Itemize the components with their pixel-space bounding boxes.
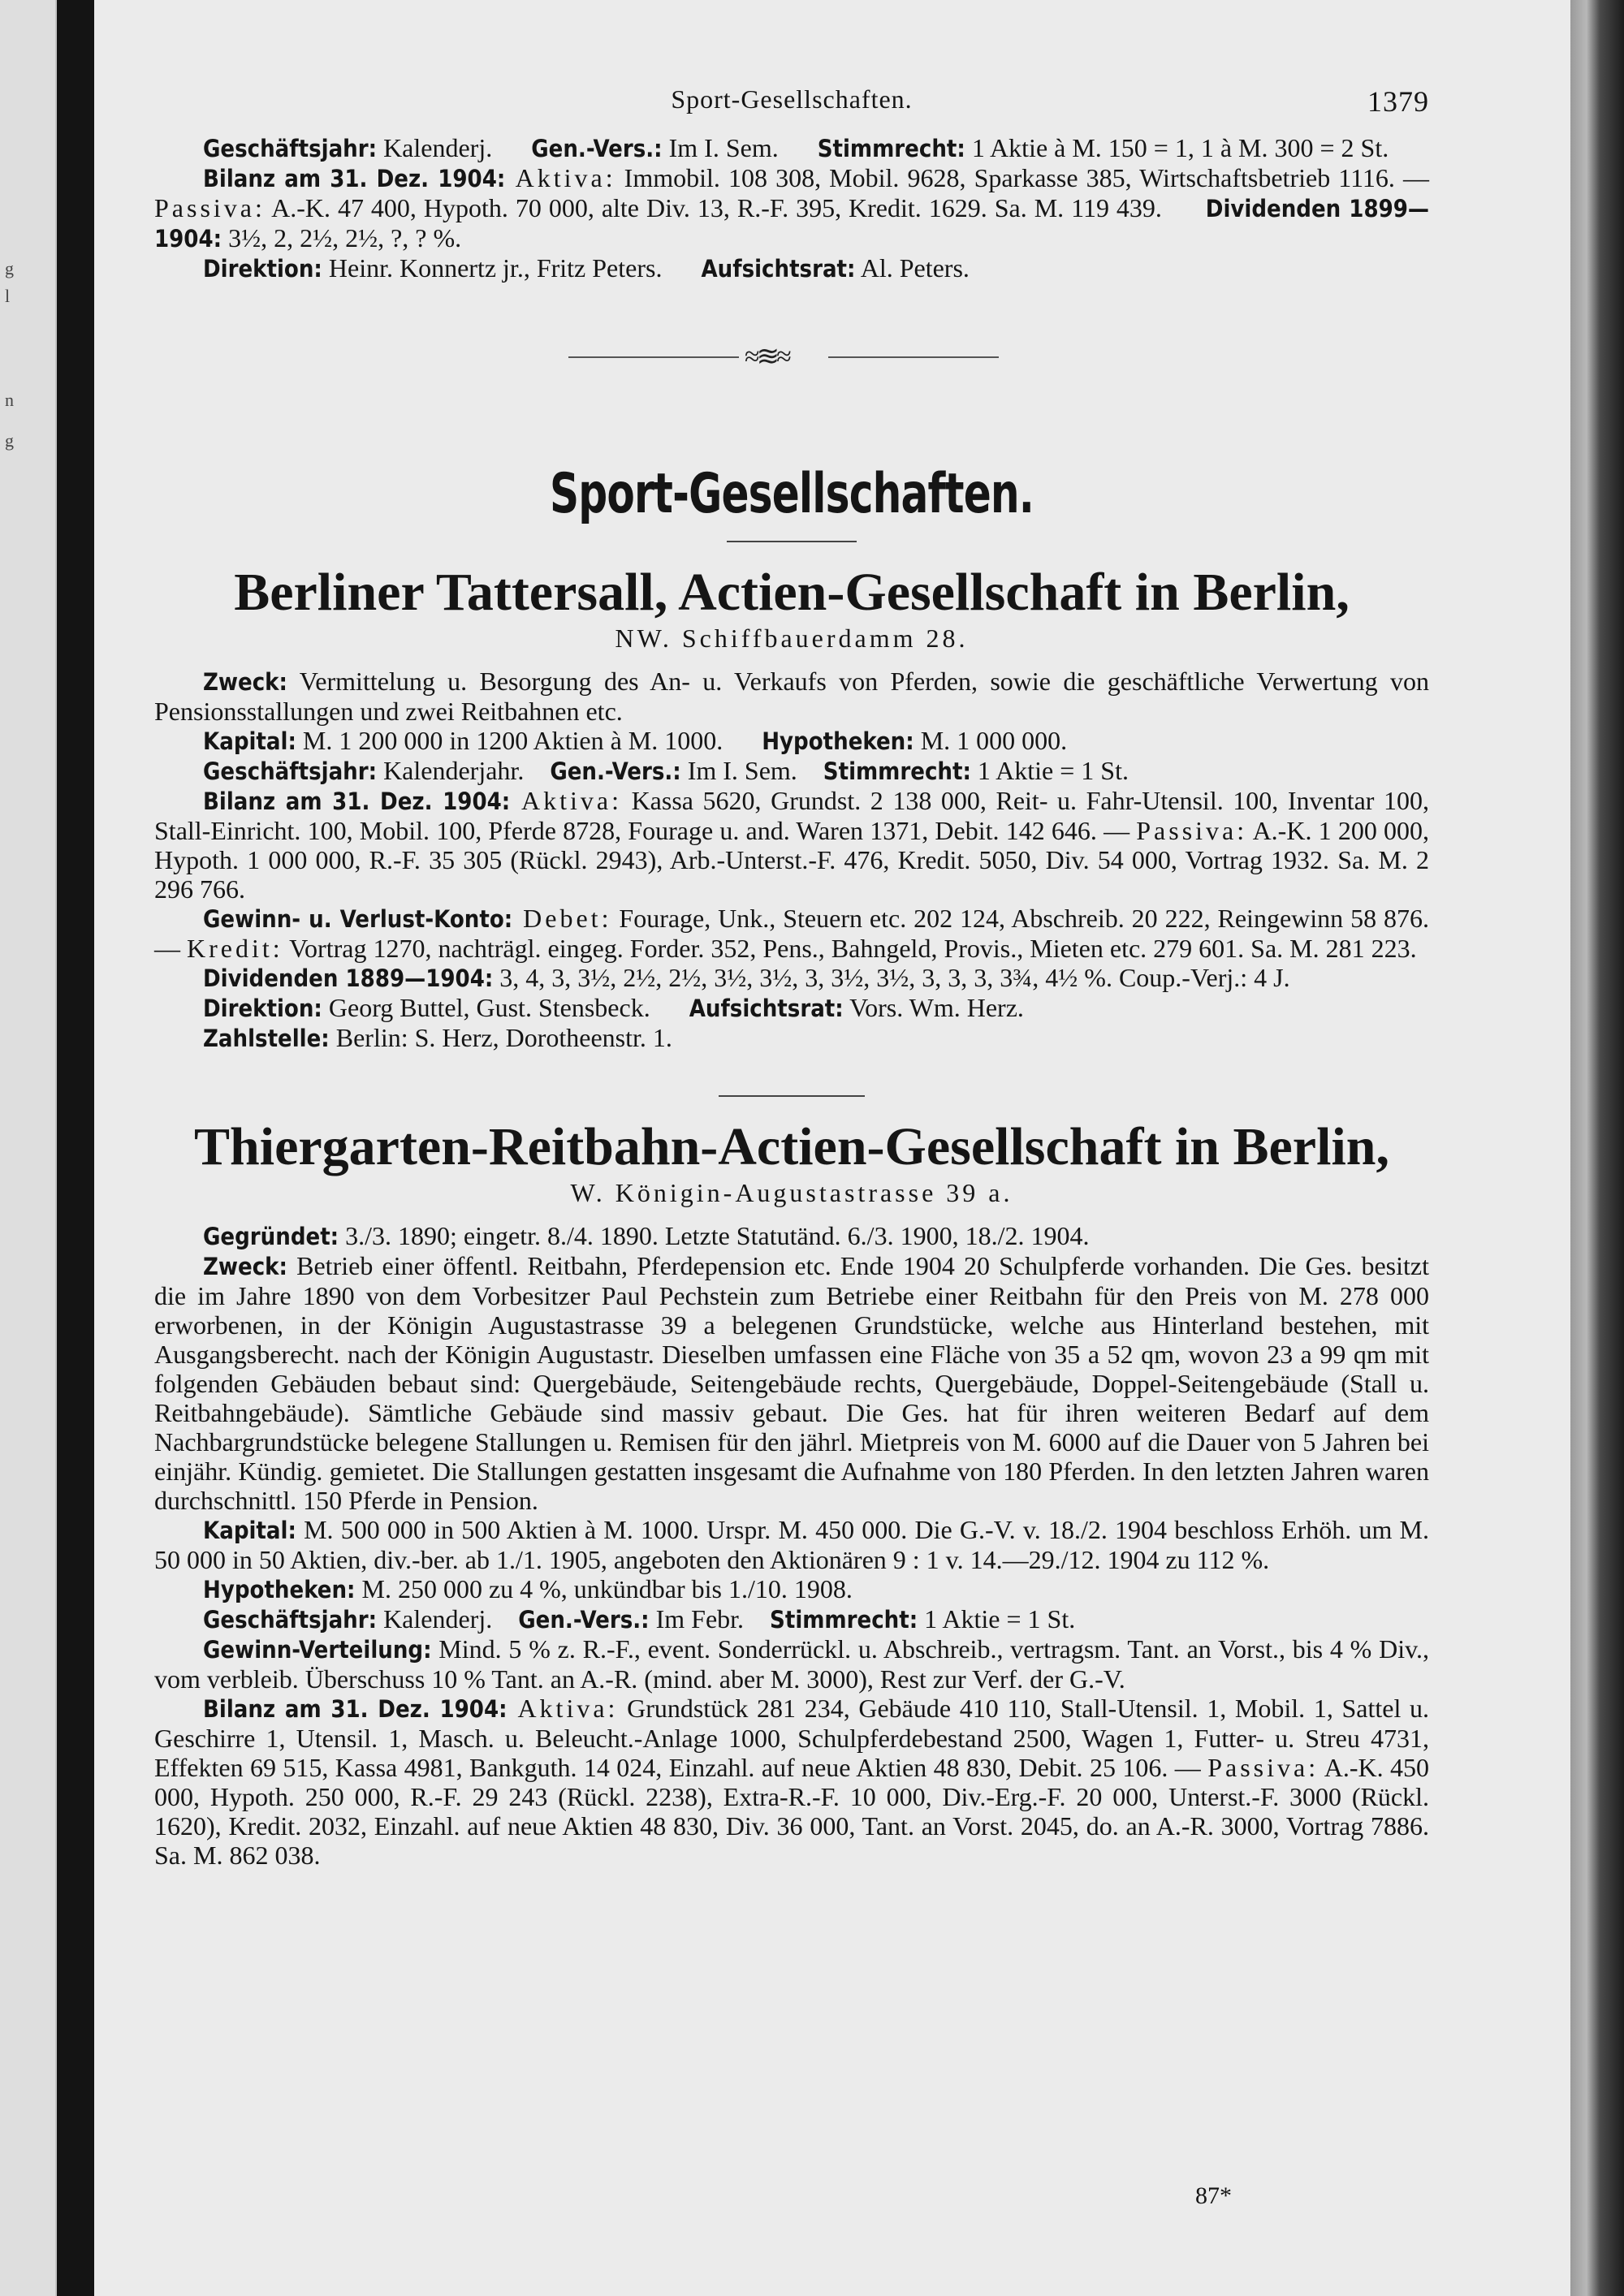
field-text: 3½, 2, 2½, 2½, ?, ? %. bbox=[222, 223, 462, 252]
field-label: Bilanz am 31. Dez. 1904: bbox=[203, 165, 506, 192]
field-text: M. 500 000 in 500 Aktien à M. 1000. Urspr. M. 450 000. Die G.-V. v. 18./2. 1904 beschloss Erhöh. um M. 50 000 in 50 Aktien, div.-ber. ab 1./1. 1905, angeboten den Aktionären 9 : 1 v. 14.—29./12. 1904 zu 112 %. bbox=[154, 1515, 1436, 1574]
page-content bbox=[154, 84, 1436, 1870]
book-binding bbox=[57, 0, 94, 2296]
field-label: Gewinn- u. Verlust-Konto: bbox=[203, 905, 513, 933]
field-label: Dividenden 1889—1904: bbox=[203, 965, 494, 992]
running-title: Sport-Gesellschaften. bbox=[671, 84, 913, 114]
field-label: Geschäftsjahr: bbox=[203, 757, 378, 785]
running-head bbox=[154, 84, 1429, 133]
field-text: Kalenderj. bbox=[377, 1604, 519, 1634]
company-rule bbox=[719, 1095, 865, 1097]
entry-paragraph bbox=[154, 1604, 1429, 1634]
entry-paragraph bbox=[154, 667, 1436, 726]
entry-paragraph bbox=[154, 904, 1436, 963]
field-label: Gegründet: bbox=[203, 1223, 339, 1250]
field-label: Geschäftsjahr: bbox=[203, 1606, 378, 1634]
entry-paragraph bbox=[154, 726, 1429, 756]
field-text: Im I. Sem. bbox=[680, 756, 823, 785]
field-label: Geschäftsjahr: bbox=[203, 135, 378, 162]
spaced-label: Passiva: bbox=[1136, 816, 1248, 845]
field-text: A.-K. 1 200 000, Hypoth. 1 000 000, R.-F. 35 305 (Rückl. 2943), Arb.-Unterst.-F. 476, Kredit. 5050, Div. 54 000, Vortrag 1932. Sa. M. 2 296 766. bbox=[154, 816, 1436, 904]
entry-paragraph bbox=[154, 1574, 1429, 1604]
company-name: Thiergarten-Reitbahn-Actien-Gesellschaft in Berlin, bbox=[194, 1117, 1389, 1176]
entry-paragraph bbox=[154, 1515, 1436, 1574]
margin-mark: g bbox=[5, 258, 14, 278]
field-text: 1 Aktie = 1 St. bbox=[918, 1604, 1076, 1634]
field-text: 1 Aktie à M. 150 = 1, 1 à M. 300 = 2 St. bbox=[965, 133, 1389, 162]
field-label: Direktion: bbox=[203, 995, 322, 1022]
field-text: Vortrag 1270, nachträgl. eingeg. Forder. 352, Pens., Bahngeld, Provis., Mieten etc. 279 601. Sa. M. 281 223. bbox=[283, 934, 1417, 963]
facing-page-strip bbox=[0, 0, 55, 2296]
field-text: A.-K. 450 000, Hypoth. 250 000, R.-F. 29 243 (Rückl. 2238), Extra-R.-F. 10 000, Div.-Erg.-F. 20 000, Unterst.-F. 3000 (Rückl. 1620), Kredit. 2032, Einzahl. auf neue Aktien 48 830, Div. 36 000, Tant. an Vorst. 2045, do. an A.-R. 3000, Vortrag 7886. Sa. M. 862 038. bbox=[154, 1753, 1436, 1870]
entry-paragraph bbox=[154, 133, 1429, 163]
company-address: W. Königin-Augustastrasse 39 a. bbox=[570, 1178, 1013, 1207]
field-text: 3./3. 1890; eingetr. 8./4. 1890. Letzte Statutänd. 6./3. 1900, 18./2. 1904. bbox=[339, 1221, 1090, 1250]
field-text: 3, 4, 3, 3½, 2½, 2½, 3½, 3½, 3, 3½, 3½, 3, 3, 3, 3¾, 4½ %. Coup.-Verj.: 4 J. bbox=[493, 963, 1290, 992]
field-label: Stimmrecht: bbox=[823, 757, 971, 785]
company-body bbox=[154, 667, 1436, 1053]
field-label: Hypotheken: bbox=[762, 727, 914, 755]
field-text: Al. Peters. bbox=[855, 253, 970, 283]
field-label: Gen.-Vers.: bbox=[531, 135, 663, 162]
entry-paragraph bbox=[154, 1023, 1429, 1053]
field-text: M. 250 000 zu 4 %, unkündbar bis 1./10. 1908. bbox=[355, 1574, 853, 1603]
field-label: Bilanz am 31. Dez. 1904: bbox=[203, 1695, 508, 1723]
field-text: Berlin: S. Herz, Dorotheenstr. 1. bbox=[329, 1023, 672, 1052]
field-label: Bilanz am 31. Dez. 1904: bbox=[203, 788, 511, 815]
field-text: Mind. 5 % z. R.-F., event. Sonderrückl. u. Abschreib., vertragsm. Tant. an Vorst., bis 4 % Div., vom verbleib. Überschuss 10 % Tant. an A.-R. (mind. aber M. 3000), Rest zur Verf. der G.-V. bbox=[154, 1634, 1436, 1694]
ornament-divider bbox=[154, 332, 1429, 446]
field-label: Stimmrecht: bbox=[770, 1606, 918, 1634]
company-name: Berliner Tattersall, Actien-Gesellschaft in Berlin, bbox=[234, 563, 1350, 622]
field-label: Gen.-Vers.: bbox=[550, 757, 681, 785]
field-text: Heinr. Konnertz jr., Fritz Peters. bbox=[322, 253, 702, 283]
field-label: Gewinn-Verteilung: bbox=[203, 1636, 432, 1664]
margin-mark: n bbox=[5, 390, 14, 410]
field-text: Kassa 5620, Grundst. 2 138 000, Reit- u. Fahr-Utensil. 100, Inventar 100, Stall-Einricht. 100, Mobil. 100, Pferde 8728, Fourage u. and. Waren 1371, Debit. 142 646. — bbox=[154, 786, 1436, 845]
field-label: Hypotheken: bbox=[203, 1576, 356, 1603]
company-address: NW. Schiffbauerdamm 28. bbox=[615, 624, 969, 653]
company-body bbox=[154, 1221, 1436, 1870]
spaced-label: Passiva: bbox=[1207, 1753, 1320, 1782]
field-text: Im I. Sem. bbox=[662, 133, 818, 162]
entry-paragraph bbox=[154, 993, 1429, 1023]
entry-paragraph bbox=[154, 963, 1429, 993]
field-label: Kapital: bbox=[203, 1517, 296, 1544]
field-label: Zweck: bbox=[203, 1253, 287, 1280]
ornament-icon: ≈≋≈ bbox=[745, 342, 788, 372]
entry-paragraph bbox=[154, 163, 1436, 253]
field-label: Gen.-Vers.: bbox=[518, 1606, 650, 1634]
field-text: A.-K. 47 400, Hypoth. 70 000, alte Div. 13, R.-F. 395, Kredit. 1629. Sa. M. 119 439. bbox=[265, 193, 1206, 222]
entry-paragraph bbox=[154, 786, 1436, 904]
spaced-label: Aktiva: bbox=[507, 1694, 619, 1723]
field-label: Direktion: bbox=[203, 255, 322, 283]
margin-mark: g bbox=[5, 430, 14, 451]
field-text: Vermittelung u. Besorgung des An- u. Verkaufs von Pferden, sowie die geschäftliche Verwertung von Pensionsstallungen und zwei Reitbahnen etc. bbox=[154, 667, 1436, 726]
field-label: Zweck: bbox=[203, 668, 287, 696]
field-text: Grundstück 281 234, Gebäude 410 110, Stall-Utensil. 1, Mobil. 1, Sattel u. Geschirre 1, Utensil. 1, Masch. u. Beleucht.-Anlage 1000, Schulpferdebestand 2500, Wagen 1, Futter- u. Streu 4731, Effekten 69 515, Kassa 4981, Bankguth. 14 024, Einzahl. auf neue Aktien 48 830, Debit. 25 106. — bbox=[154, 1694, 1436, 1782]
company-entry bbox=[154, 562, 1436, 1097]
field-label: Stimmrecht: bbox=[817, 135, 965, 162]
field-text: Fourage, Unk., Steuern etc. 202 124, Abschreib. 20 222, Reingewinn 58 876. — bbox=[154, 904, 1436, 963]
field-text: M. 1 000 000. bbox=[914, 726, 1068, 755]
spaced-label: Passiva: bbox=[154, 193, 266, 222]
section-rule bbox=[727, 541, 857, 542]
field-text: Georg Buttel, Gust. Stensbeck. bbox=[322, 993, 689, 1022]
field-text: Vors. Wm. Herz. bbox=[843, 993, 1024, 1022]
field-label: Aufsichtsrat: bbox=[701, 255, 856, 283]
signature-mark: 87* bbox=[1195, 2182, 1232, 2209]
section-title: Sport-Gesellschaften. bbox=[549, 462, 1034, 526]
entry-paragraph bbox=[154, 1251, 1436, 1515]
spaced-label: Kredit: bbox=[187, 934, 283, 963]
field-text: Kalenderj. bbox=[377, 133, 532, 162]
entry-paragraph bbox=[154, 1694, 1436, 1870]
field-label: Zahlstelle: bbox=[203, 1025, 330, 1052]
spaced-label: Aktiva: bbox=[510, 786, 622, 815]
field-text: Im Febr. bbox=[649, 1604, 771, 1634]
field-label: Aufsichtsrat: bbox=[689, 995, 844, 1022]
previous-entry bbox=[154, 133, 1436, 283]
entry-paragraph bbox=[154, 1634, 1436, 1694]
entry-paragraph bbox=[154, 1221, 1429, 1251]
margin-mark: l bbox=[5, 286, 11, 306]
field-label: Kapital: bbox=[203, 727, 296, 755]
page-number: 1379 bbox=[1367, 85, 1429, 118]
field-text: 1 Aktie = 1 St. bbox=[970, 756, 1129, 785]
entry-paragraph bbox=[154, 253, 1429, 283]
company-entry bbox=[154, 1116, 1436, 1870]
spaced-label: Aktiva: bbox=[505, 163, 616, 192]
field-text: Kalenderjahr. bbox=[377, 756, 551, 785]
entry-paragraph bbox=[154, 756, 1429, 786]
field-label: Dividenden 1899—1904: bbox=[154, 195, 1429, 252]
field-text: Betrieb einer öffentl. Reitbahn, Pferdepension etc. Ende 1904 20 Schulpferde vorhanden. Die Ges. besitzt die im Jahre 1890 von dem Vorbesitzer Paul Pechstein zum Betriebe einer Reitbahn für den Preis von M. 278 000 erworbenen, in der Königin Augustastrasse 39 a belegenen Grundstücke, welche aus Hinterland bestehen, mit Ausgangsberecht. nach der Königin Augustastr. Dieselben umfassen eine Fläche von 35 a 52 qm, wovon 23 a 99 qm mit folgenden Gebäuden bebaut sind: Quergebäude, Seitengebäude rechts, Quergebäude, Doppel-Seitengebäude (Stall u. Reitbahngebäude). Sämtliche Gebäude sind massiv gebaut. Die Ges. hat für ihren weiteren Bedarf auf dem Nachbargrundstücke belegene Stallungen u. Remisen für den jährl. Mietpreis von M. 6000 auf die Dauer von 5 Jahren bei einjähr. Kündig. gemietet. Die Stallungen gestatten insgesamt die Aufnahme von 180 Pferden. In den letzten Jahren waren durchschnittl. 150 Pferde in Pension. bbox=[154, 1251, 1436, 1515]
field-text: Immobil. 108 308, Mobil. 9628, Sparkasse 385, Wirtschaftsbetrieb 1116. — bbox=[615, 163, 1436, 192]
page-edge bbox=[1570, 0, 1624, 2296]
field-text: M. 1 200 000 in 1200 Aktien à M. 1000. bbox=[296, 726, 762, 755]
spaced-label: Debet: bbox=[512, 904, 612, 933]
